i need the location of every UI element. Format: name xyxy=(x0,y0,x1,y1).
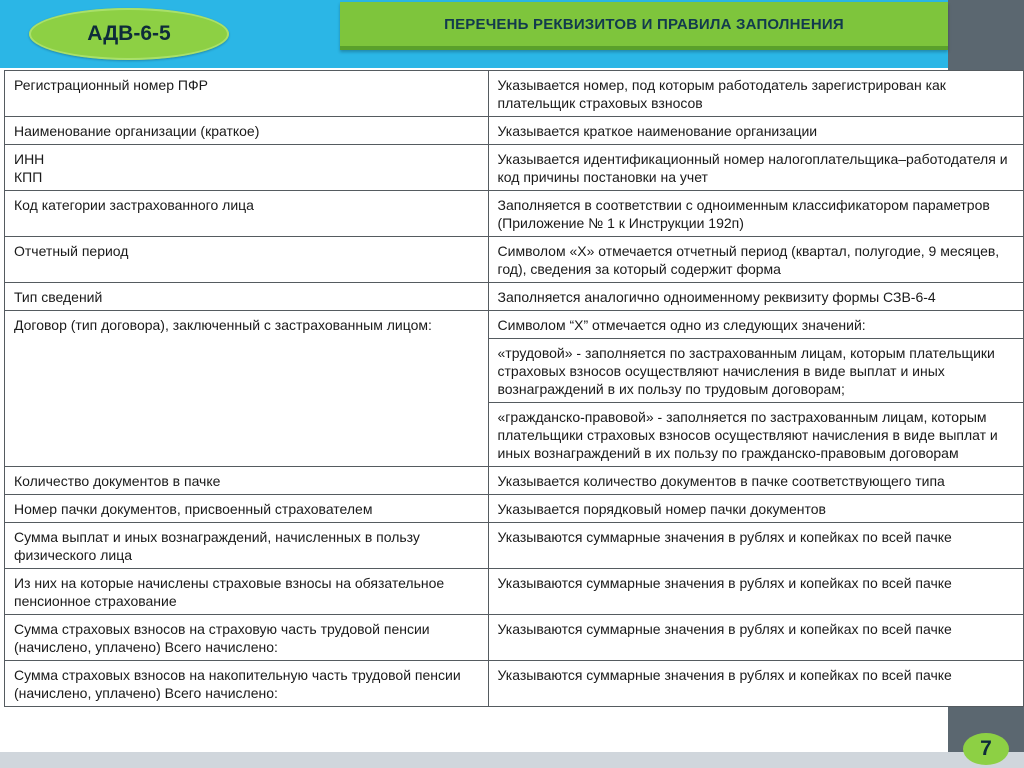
table-row xyxy=(5,191,1024,237)
fill-rule-cell: Указываются суммарные значения в рублях и копейках по всей пачке xyxy=(488,523,1023,569)
field-name-cell: Сумма страховых взносов на страховую часть трудовой пенсии (начислено, уплачено) Всего начислено: xyxy=(5,615,489,661)
fill-rule-cell: Указываются суммарные значения в рублях и копейках по всей пачке xyxy=(488,615,1023,661)
fill-rule-cell: «гражданско-правовой» - заполняется по застрахованным лицам, которым плательщики страховых взносов осуществляют начисления в виде выплат и иных вознаграждений в их пользу по гражданско-правовым договорам xyxy=(488,403,1023,467)
table-row xyxy=(5,237,1024,283)
field-name-cell: Регистрационный номер ПФР xyxy=(5,71,489,117)
table-row xyxy=(5,311,1024,339)
slide-title: ПЕРЕЧЕНЬ РЕКВИЗИТОВ И ПРАВИЛА ЗАПОЛНЕНИЯ xyxy=(340,2,948,50)
field-name-cell: Наименование организации (краткое) xyxy=(5,117,489,145)
table-row xyxy=(5,283,1024,311)
footer-band xyxy=(0,752,1024,768)
table-row xyxy=(5,523,1024,569)
table-row xyxy=(5,145,1024,191)
fill-rule-cell: Указывается идентификационный номер налогоплательщика–работодателя и код причины постановки на учет xyxy=(488,145,1023,191)
requisites-table xyxy=(4,70,1024,707)
table-row xyxy=(5,117,1024,145)
fill-rule-cell: Указывается количество документов в пачке соответствующего типа xyxy=(488,467,1023,495)
fill-rule-cell: Символом “Х” отмечается одно из следующих значений: xyxy=(488,311,1023,339)
field-name-cell: Код категории застрахованного лица xyxy=(5,191,489,237)
fill-rule-cell: Заполняется аналогично одноименному реквизиту формы СЗВ-6-4 xyxy=(488,283,1023,311)
fill-rule-cell: Указываются суммарные значения в рублях и копейках по всей пачке xyxy=(488,569,1023,615)
fill-rule-cell: «трудовой» - заполняется по застрахованным лицам, которым плательщики страховых взносов осуществляют начисления в виде выплат и иных вознаграждений в их пользу по трудовым договорам; xyxy=(488,339,1023,403)
form-code-badge: АДВ-6-5 xyxy=(29,8,229,60)
field-name-cell: Тип сведений xyxy=(5,283,489,311)
fill-rule-cell: Указывается порядковый номер пачки документов xyxy=(488,495,1023,523)
fill-rule-cell: Указывается номер, под которым работодатель зарегистрирован как плательщик страховых взносов xyxy=(488,71,1023,117)
table-row xyxy=(5,569,1024,615)
field-name-cell: Номер пачки документов, присвоенный страхователем xyxy=(5,495,489,523)
fill-rule-cell: Заполняется в соответствии с одноименным классификатором параметров (Приложение № 1 к Инструкции 192п) xyxy=(488,191,1023,237)
fill-rule-cell: Указывается краткое наименование организации xyxy=(488,117,1023,145)
field-name-cell: Договор (тип договора), заключенный с застрахованным лицом: xyxy=(5,311,489,467)
table-row xyxy=(5,495,1024,523)
page-number-badge: 7 xyxy=(963,733,1009,765)
fill-rule-cell: Символом «Х» отмечается отчетный период (квартал, полугодие, 9 месяцев, год), сведения за который содержит форма xyxy=(488,237,1023,283)
field-name-cell: Отчетный период xyxy=(5,237,489,283)
table-row xyxy=(5,615,1024,661)
field-name-cell: Количество документов в пачке xyxy=(5,467,489,495)
fill-rule-cell: Указываются суммарные значения в рублях и копейках по всей пачке xyxy=(488,661,1023,707)
field-name-cell: Сумма страховых взносов на накопительную часть трудовой пенсии (начислено, уплачено) Всего начислено: xyxy=(5,661,489,707)
table-row xyxy=(5,661,1024,707)
table-row xyxy=(5,467,1024,495)
table-row xyxy=(5,71,1024,117)
field-name-cell: Сумма выплат и иных вознаграждений, начисленных в пользу физического лица xyxy=(5,523,489,569)
field-name-cell: Из них на которые начислены страховые взносы на обязательное пенсионное страхование xyxy=(5,569,489,615)
field-name-cell: ИНН КПП xyxy=(5,145,489,191)
